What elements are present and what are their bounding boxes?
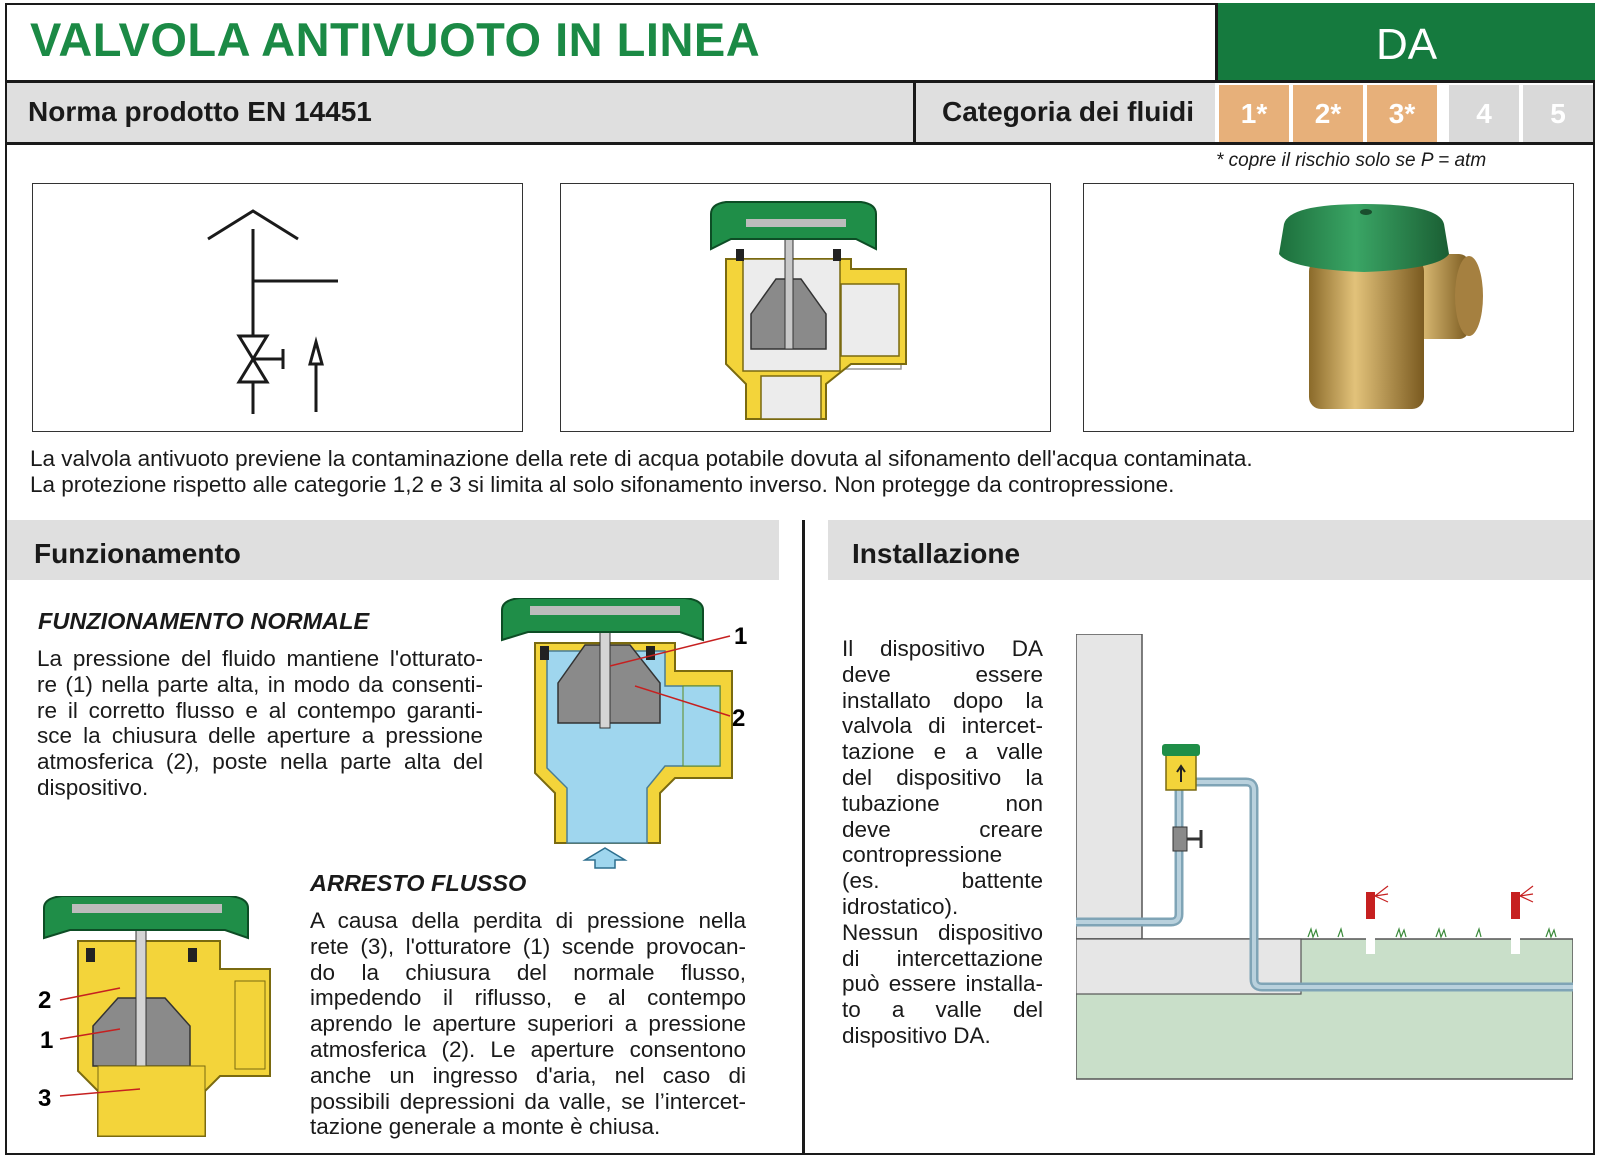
category-note: * copre il rischio solo se P = atm <box>1216 150 1487 171</box>
arresto-line: anche un ingresso d'aria, nel caso di <box>310 1062 746 1088</box>
normale-label-1: 1 <box>734 623 748 650</box>
category-3: 3* <box>1363 85 1437 142</box>
arresto-line: aprendo le aperture superiori a pressione <box>310 1011 746 1037</box>
installazione-title: Installazione <box>852 538 1021 569</box>
product-photo-panel <box>1083 183 1574 432</box>
valve-arresto-diagram <box>30 896 290 1146</box>
valve-normale-diagram <box>500 598 780 883</box>
installazione-line: tubazione non <box>842 790 1043 816</box>
norma-label: Norma prodotto EN 14451 <box>28 96 372 127</box>
section-divider <box>802 520 805 1155</box>
installazione-line: to a valle del <box>842 997 1043 1023</box>
normale-line: re il corretto flusso e al contempo garanti- <box>37 697 483 723</box>
arresto-heading: ARRESTO FLUSSO <box>310 870 527 896</box>
normale-line: atmosferica (2), poste nella parte alta del <box>37 749 483 775</box>
arresto-text <box>310 908 746 1140</box>
arresto-line: possibili depressioni da valle, se l’intercet- <box>310 1088 746 1114</box>
installazione-line: tazione e a valle <box>842 739 1043 765</box>
installazione-line: Il dispositivo DA <box>842 636 1043 661</box>
normale-text <box>37 646 483 801</box>
normale-heading: FUNZIONAMENTO NORMALE <box>38 608 370 634</box>
installazione-line: del dispositivo la <box>842 764 1043 790</box>
arresto-line: impedendo il riflusso, e al contempo <box>310 985 746 1011</box>
valve-cutaway-icon <box>561 184 1052 433</box>
arresto-label-2: 2 <box>38 987 52 1014</box>
cutaway-panel <box>560 183 1051 432</box>
valve-symbol-icon <box>33 184 524 433</box>
arresto-line: rete (3), l'otturatore (1) scende provocan- <box>310 933 746 959</box>
installazione-line: dispositivo DA. <box>842 1022 991 1048</box>
installazione-line: contropressione <box>842 842 1003 868</box>
arresto-line: tazione generale a monte è chiusa. <box>310 1114 661 1140</box>
arresto-line: atmosferica (2). Le aperture consentono <box>310 1036 746 1062</box>
installazione-line: valvola di intercet- <box>842 713 1043 739</box>
installazione-text <box>842 636 1043 1049</box>
normale-line: re (1) nella parte alta, in modo da consenti- <box>37 671 483 697</box>
page-title: VALVOLA ANTIVUOTO IN LINEA <box>30 13 761 66</box>
normale-label-2: 2 <box>732 705 746 732</box>
categoria-label: Categoria dei fluidi <box>942 96 1195 127</box>
intro-text <box>30 446 1253 498</box>
installazione-line: installato dopo la <box>842 687 1043 713</box>
normale-line: sce la chiusura delle aperture a pressione <box>37 723 483 749</box>
arresto-line: do la chiusura del normale flusso, <box>310 959 746 985</box>
category-1: 1* <box>1215 85 1289 142</box>
category-5: 5 <box>1519 85 1593 142</box>
symbol-panel <box>32 183 523 432</box>
valve-product-icon <box>1084 184 1575 433</box>
installazione-line: deve essere <box>842 661 1043 687</box>
installazione-line: di intercettazione <box>842 945 1043 971</box>
normale-line: dispositivo. <box>37 774 149 800</box>
arresto-label-3: 3 <box>38 1085 52 1112</box>
installazione-line: idrostatico). <box>842 893 959 919</box>
installation-diagram <box>1076 634 1573 1080</box>
installazione-line: Nessun dispositivo <box>842 919 1043 945</box>
category-divider <box>5 142 1595 145</box>
funzionamento-title: Funzionamento <box>34 538 241 569</box>
installazione-line: può essere installa- <box>842 971 1043 997</box>
arresto-label-1: 1 <box>40 1027 54 1054</box>
normale-line: La pressione del fluido mantiene l'otturato- <box>37 646 483 671</box>
norma-divider <box>913 83 916 142</box>
product-code: DA <box>1215 3 1595 83</box>
intro-line-1: La valvola antivuoto previene la contaminazione della rete di acqua potabile dovuta al sifonamento dell'acqua contaminata. <box>30 446 1253 471</box>
installazione-line: (es. battente <box>842 868 1043 894</box>
installazione-line: deve creare <box>842 816 1043 842</box>
category-2: 2* <box>1289 85 1363 142</box>
intro-line-2: La protezione rispetto alle categorie 1,2 e 3 si limita al solo sifonamento inverso. Non protegge da contropressione. <box>30 472 1175 497</box>
arresto-line: A causa della perdita di pressione nella <box>310 908 746 933</box>
category-4: 4 <box>1445 85 1519 142</box>
